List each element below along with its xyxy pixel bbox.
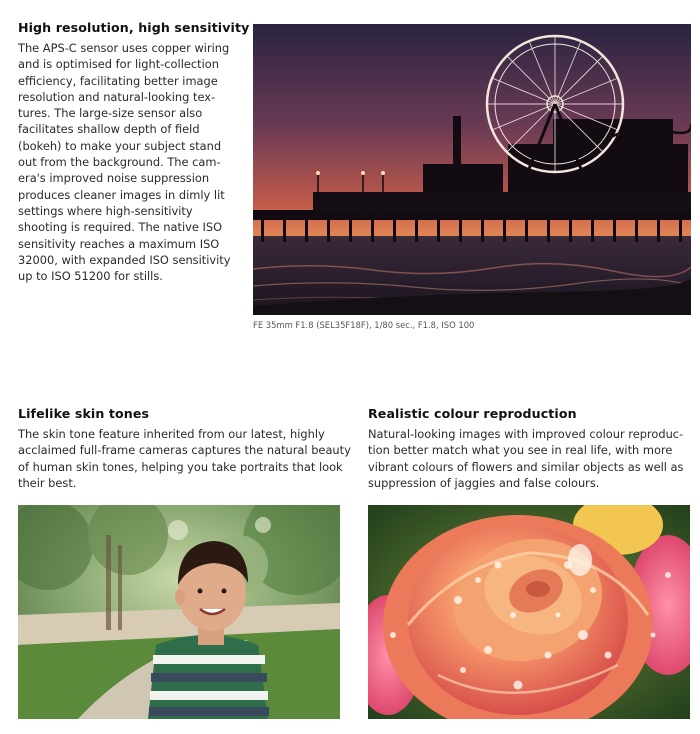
pier-sunset-photo <box>253 24 691 315</box>
body-line: facilitates shallow depth of field <box>18 122 200 137</box>
body-line: (bokeh) to make your subject stand <box>18 138 222 153</box>
body-line: sensitivity reaches a maximum ISO <box>18 236 220 251</box>
body-line: up to ISO 51200 for stills. <box>18 269 163 284</box>
body-line: settings where high-sensitivity <box>18 203 193 218</box>
section-body-high-resolution <box>18 40 242 284</box>
section-title-colour-reproduction: Realistic colour reproduction <box>368 406 577 421</box>
section-body-skin-tones <box>18 426 351 491</box>
body-line: Natural-looking images with improved colour reproduc- <box>368 427 684 441</box>
section-title-high-resolution: High resolution, high sensitivity <box>18 20 250 35</box>
body-line: of human skin tones, helping you take portraits that look <box>18 459 343 474</box>
body-line: tures. The large-size sensor also <box>18 106 203 121</box>
rose-illustration <box>368 505 690 719</box>
body-line: out from the background. The cam- <box>18 155 221 170</box>
pier-sunset-illustration <box>253 24 691 315</box>
section-body-colour-reproduction <box>368 426 688 491</box>
body-line: shooting is required. The native ISO <box>18 220 223 235</box>
body-line: vibrant colours of flowers and similar objects as well as <box>368 459 684 474</box>
body-line: era's improved noise suppression <box>18 171 210 186</box>
section-title-skin-tones: Lifelike skin tones <box>18 406 150 421</box>
portrait-illustration <box>18 505 340 719</box>
body-line: The APS-C sensor uses copper wiring <box>18 41 230 55</box>
photo-caption: FE 35mm F1.8 (SEL35F18F), 1/80 sec., F1.8, ISO 100 <box>253 320 475 330</box>
body-line: suppression of jaggies and false colours. <box>368 475 600 490</box>
body-line: produces cleaner images in dimly lit <box>18 187 225 202</box>
body-line: efficiency, facilitating better image <box>18 73 218 88</box>
body-line: The skin tone feature inherited from our latest, highly <box>18 427 325 441</box>
body-line: tion better match what you see in real life, with more <box>368 443 673 458</box>
rose-dewdrops-photo <box>368 505 690 719</box>
body-line: their best. <box>18 475 77 490</box>
body-line: and is optimised for light-collection <box>18 57 219 72</box>
body-line: resolution and natural-looking tex- <box>18 89 216 104</box>
body-line: acclaimed full-frame cameras captures the natural beauty <box>18 443 351 458</box>
portrait-boy-photo <box>18 505 340 719</box>
body-line: 32000, with expanded ISO sensitivity <box>18 252 231 267</box>
